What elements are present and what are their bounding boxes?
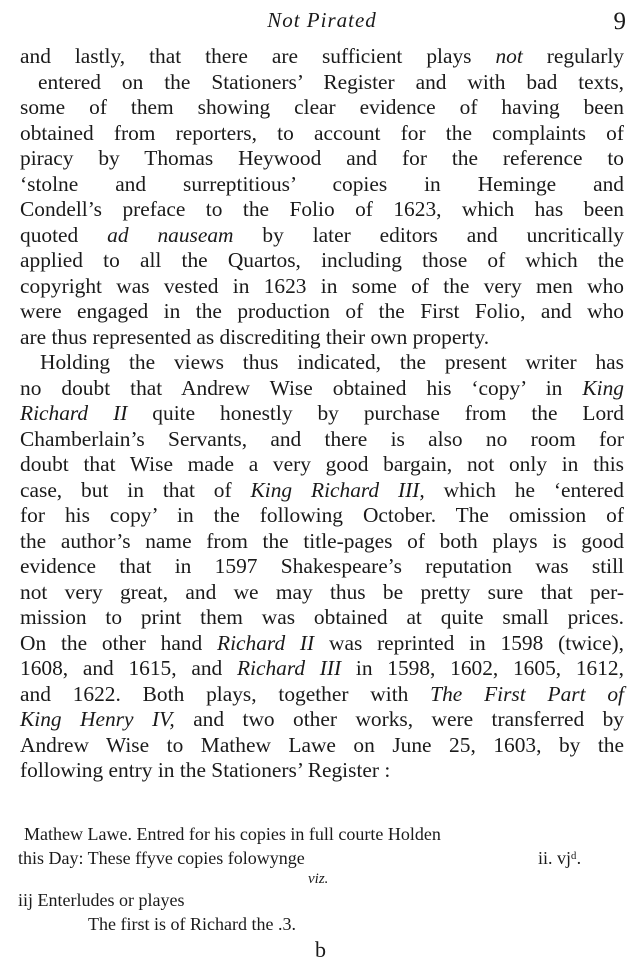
text-line: evidence that in 1597 Shakespeare’s reputation was still — [20, 554, 624, 578]
text-line: doubt that Wise made a very good bargain, not only in this — [20, 452, 624, 476]
text-line: On the other hand Richard II was reprinted in 1598 (twice), — [20, 630, 624, 655]
text-line: Richard II quite honestly by purchase from the Lord — [20, 401, 624, 425]
text-line: no doubt that Andrew Wise obtained his ‘copy’ in King — [20, 375, 624, 400]
text-line: 1608, and 1615, and Richard III in 1598, 1602, 1605, 1612, — [20, 656, 624, 680]
text-line: are thus represented as discrediting their own property. — [20, 324, 490, 349]
text-line: not very great, and we may thus be pretty sure that per- — [20, 579, 624, 604]
register-entry — [18, 822, 622, 936]
text-line: some of them showing clear evidence of having been — [20, 95, 624, 119]
signature-mark: b — [315, 937, 326, 962]
text-line: following entry in the Stationers’ Register : — [20, 758, 391, 782]
text-line: obtained from reporters, to account for the complaints of — [20, 120, 624, 145]
text-line: Holding the views thus indicated, the present writer has — [40, 350, 624, 374]
text-line: and 1622. Both plays, together with The First Part of — [20, 681, 624, 706]
text-line: applied to all the Quartos, including those of which the — [20, 248, 624, 272]
text-line: Andrew Wise to Mathew Lawe on June 25, 1603, by the — [20, 732, 624, 757]
fee-amount: ii. vjᵈ. — [538, 848, 582, 868]
entry-line: The first is of Richard the .3. — [88, 914, 296, 934]
text-line: entered on the Stationers’ Register and with bad texts, — [38, 69, 624, 94]
entry-line: viz. — [308, 871, 329, 887]
text-line: for his copy’ in the following October. The omission of — [20, 503, 624, 527]
entry-line: this Day: These ffyve copies folowynge ii. vjᵈ. — [18, 848, 582, 868]
text-line: piracy by Thomas Heywood and for the reference to — [20, 146, 624, 170]
entry-line: iij Enterludes or playes — [18, 890, 185, 910]
text-line: the author’s name from the title-pages of both plays is good — [20, 528, 624, 553]
text-line: and lastly, that there are sufficient plays not regularly — [20, 44, 624, 68]
text-line: Condell’s preface to the Folio of 1623, which has been — [20, 197, 624, 221]
text-line: case, but in that of King Richard III, which he ‘entered — [20, 477, 624, 502]
running-head — [20, 4, 624, 38]
text-line: Chamberlain’s Servants, and there is also no room for — [20, 426, 624, 451]
text-line: King Henry IV, and two other works, were transferred by — [20, 707, 624, 731]
body-text — [20, 44, 624, 784]
text-line: mission to print them was obtained at quite small prices. — [20, 605, 624, 629]
page-number: 9 — [613, 8, 626, 35]
running-title: Not Pirated — [267, 8, 377, 32]
text-line: quoted ad nauseam by later editors and uncritically — [20, 222, 624, 247]
text-line: ‘stolne and surreptitious’ copies in Heminge and — [20, 171, 624, 196]
text-line: copyright was vested in 1623 in some of the very men who — [20, 273, 624, 298]
text-line: were engaged in the production of the First Folio, and who — [20, 299, 624, 323]
entry-line: Mathew Lawe. Entred for his copies in full courte Holden — [24, 824, 441, 844]
